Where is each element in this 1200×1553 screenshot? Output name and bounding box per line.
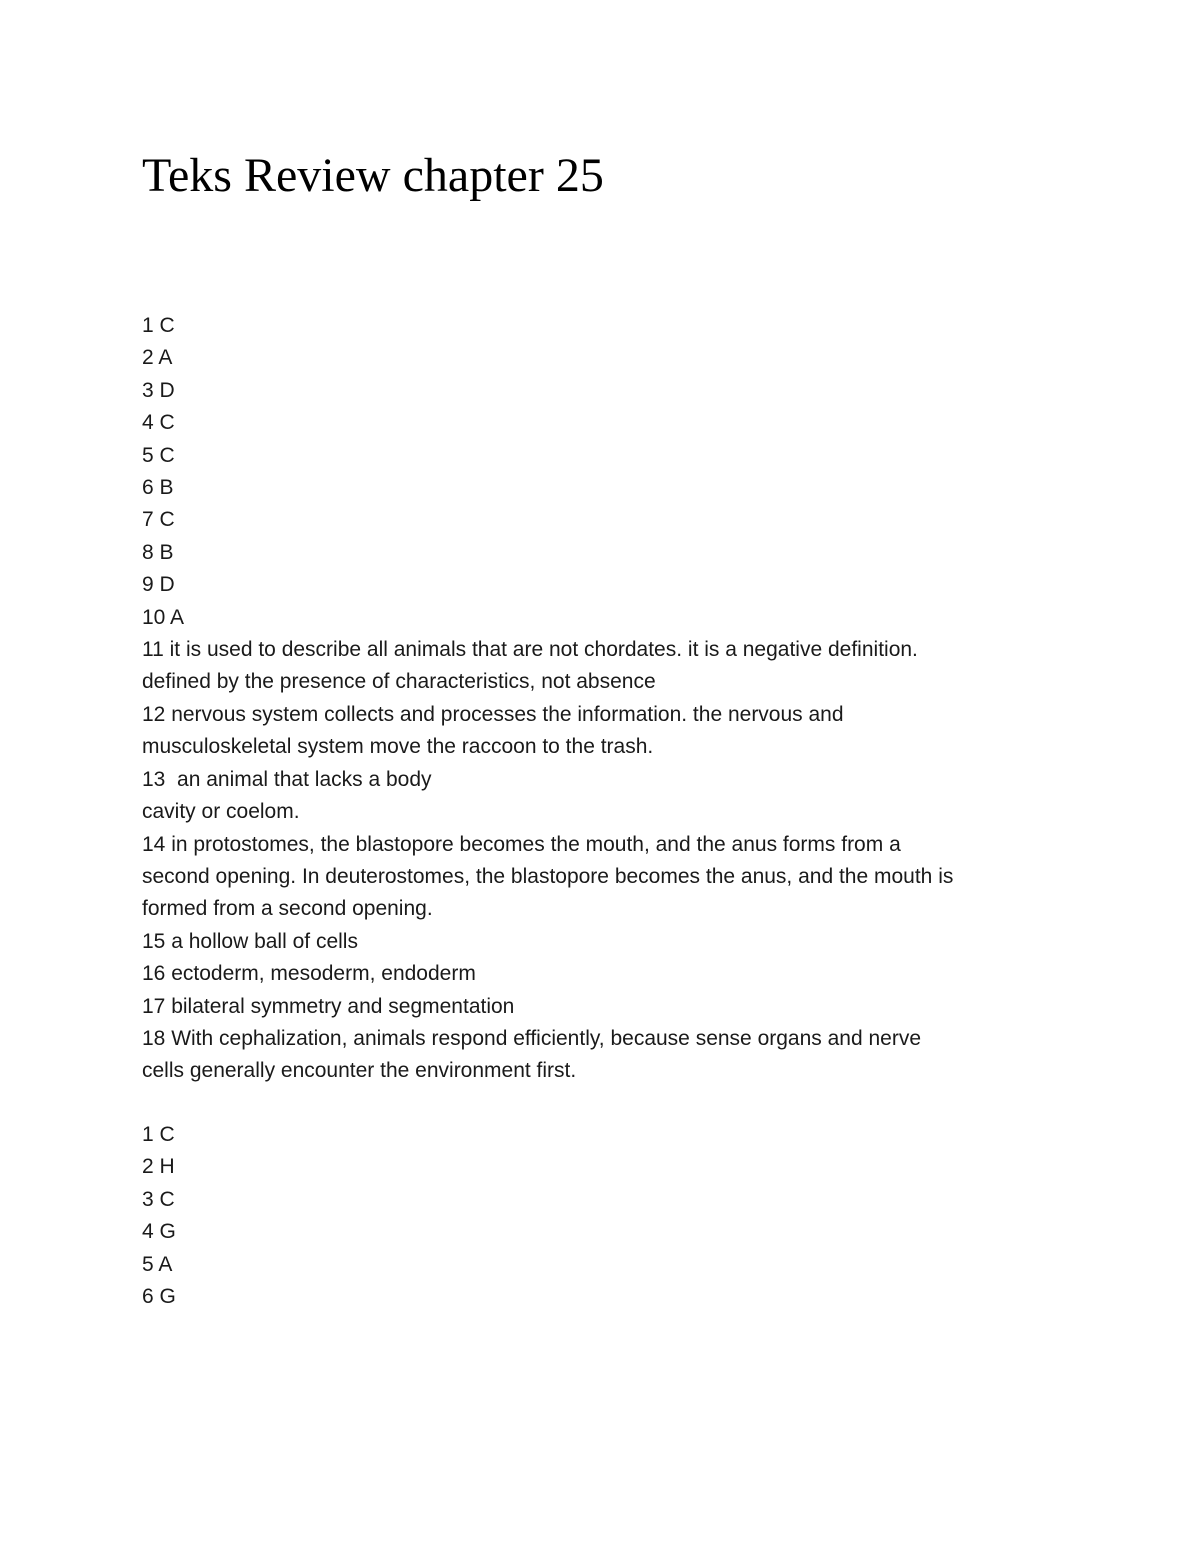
answer-line: 16 ectoderm, mesoderm, endoderm [142, 962, 476, 986]
answer-line: 3 D [142, 378, 175, 402]
answer-line: 5 A [142, 1252, 173, 1276]
answer-line: musculoskeletal system move the raccoon to the trash. [142, 735, 654, 759]
answer-line: 2 H [142, 1155, 175, 1179]
answer-line: 6 B [142, 476, 174, 500]
answer-line: cells generally encounter the environment first. [142, 1059, 577, 1083]
answer-line: 14 in protostomes, the blastopore becomes the mouth, and the anus forms from a [142, 832, 901, 856]
answer-line: 15 a hollow ball of cells [142, 929, 358, 953]
answer-line: 6 G [142, 1285, 176, 1309]
answer-line: 5 C [142, 443, 175, 467]
answer-line: 10 A [142, 605, 185, 629]
answer-line: 1 C [142, 1123, 175, 1146]
answer-line: 11 it is used to describe all animals that are not chordates. it is a negative definition. [142, 638, 918, 662]
answer-line: 18 With cephalization, animals respond efficiently, because sense organs and nerve [142, 1026, 922, 1050]
answer-line: 4 G [142, 1220, 176, 1244]
answer-line: 4 C [142, 411, 175, 435]
answer-line: formed from a second opening. [142, 897, 433, 921]
answer-line: 13 an animal that lacks a body [142, 767, 432, 791]
answer-line: 3 C [142, 1187, 175, 1211]
answer-line: 17 bilateral symmetry and segmentation [142, 994, 515, 1018]
answer-line: second opening. In deuterostomes, the blastopore becomes the anus, and the mouth is [142, 864, 954, 888]
answer-line: 1 C [142, 314, 175, 337]
answer-line: 2 A [142, 346, 173, 370]
answer-list-teks-practice [142, 1119, 1062, 1313]
answer-line: 9 D [142, 573, 175, 597]
answer-line: 7 C [142, 508, 175, 532]
answer-line: cavity or coelom. [142, 800, 300, 824]
answer-list-chapter-review [142, 310, 1062, 1088]
answer-line: defined by the presence of characteristics, not absence [142, 670, 656, 694]
answer-line: 8 B [142, 540, 174, 564]
answer-line: 12 nervous system collects and processes the information. the nervous and [142, 702, 844, 726]
page-title: Teks Review chapter 25 [142, 149, 604, 202]
